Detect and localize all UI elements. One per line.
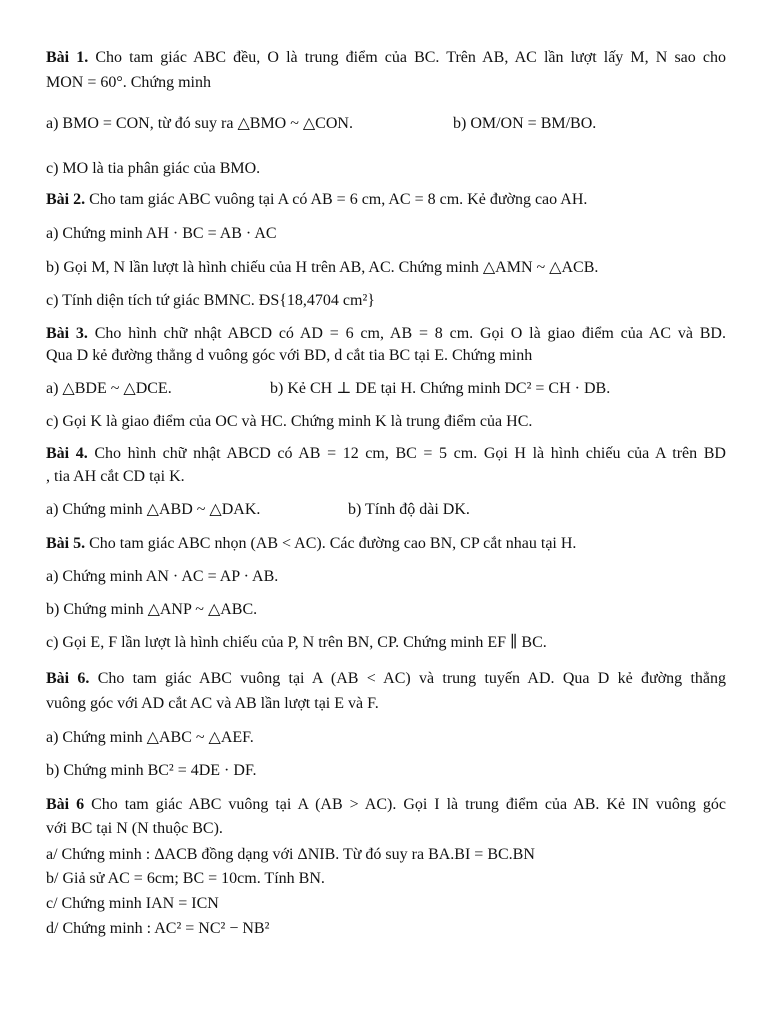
bai6b-statement: Bài 6 Cho tam giác ABC vuông tại A (AB > AC). Gọi I là trung điểm của AB. Kẻ IN vuông góc — [46, 796, 726, 813]
bai3-part-c: c) Gọi K là giao điểm của OC và HC. Chứng minh K là trung điểm của HC. — [46, 413, 533, 430]
bai6b-part-d: d/ Chứng minh : AC² = NC² − NB² — [46, 920, 270, 937]
exercise-number: Bài 6 — [46, 796, 85, 813]
bai4-part-a: a) Chứng minh △ABD ~ △DAK. — [46, 501, 261, 518]
bai6b-statement-cont: với BC tại N (N thuộc BC). — [46, 820, 223, 837]
bai4-part-b: b) Tính độ dài DK. — [348, 501, 470, 518]
bai6b-part-c: c/ Chứng minh IAN = ICN — [46, 895, 219, 912]
exercise-number: Bài 6. — [46, 670, 90, 687]
exercise-number: Bài 4. — [46, 445, 88, 462]
bai1-part-a: a) BMO = CON, từ đó suy ra △BMO ~ △CON. — [46, 115, 353, 132]
bai2-part-b: b) Gọi M, N lần lượt là hình chiếu của H trên AB, AC. Chứng minh △AMN ~ △ACB. — [46, 259, 599, 276]
bai6-part-b: b) Chứng minh BC² = 4DE · DF. — [46, 762, 257, 779]
bai6b-part-b: b/ Giả sử AC = 6cm; BC = 10cm. Tính BN. — [46, 870, 325, 887]
exercise-number: Bài 5. — [46, 535, 86, 552]
bai6-part-a: a) Chứng minh △ABC ~ △AEF. — [46, 729, 254, 746]
bai5-part-b: b) Chứng minh △ANP ~ △ABC. — [46, 601, 258, 618]
bai1-statement: Bài 1. Cho tam giác ABC đều, O là trung điểm của BC. Trên AB, AC lần lượt lấy M, N sao cho — [46, 49, 726, 66]
bai1-part-b: b) OM/ON = BM/BO. — [453, 115, 597, 132]
exercise-number: Bài 1. — [46, 49, 89, 66]
bai5-statement: Bài 5. Cho tam giác ABC nhọn (AB < AC). Các đường cao BN, CP cắt nhau tại H. — [46, 535, 577, 552]
bai2-part-c: c) Tính diện tích tứ giác BMNC. ĐS{18,4704 cm²} — [46, 292, 375, 309]
exercise-number: Bài 3. — [46, 325, 88, 342]
bai2-part-a: a) Chứng minh AH · BC = AB · AC — [46, 225, 277, 242]
bai5-part-c: c) Gọi E, F lần lượt là hình chiếu của P, N trên BN, CP. Chứng minh EF ∥ BC. — [46, 634, 547, 651]
bai6b-part-a: a/ Chứng minh : ΔACB đồng dạng với ΔNIB. Từ đó suy ra BA.BI = BC.BN — [46, 846, 535, 863]
bai4-statement-cont: , tia AH cắt CD tại K. — [46, 468, 185, 485]
bai1-statement-cont: MON = 60°. Chứng minh — [46, 74, 211, 91]
bai4-statement: Bài 4. Cho hình chữ nhật ABCD có AB = 12 cm, BC = 5 cm. Gọi H là hình chiếu của A trên BD — [46, 445, 726, 462]
exercise-number: Bài 2. — [46, 191, 86, 208]
bai2-statement: Bài 2. Cho tam giác ABC vuông tại A có AB = 6 cm, AC = 8 cm. Kẻ đường cao AH. — [46, 191, 588, 208]
bai3-part-a: a) △BDE ~ △DCE. — [46, 380, 172, 397]
bai3-statement-cont: Qua D kẻ đường thẳng d vuông góc với BD, d cắt tia BC tại E. Chứng minh — [46, 347, 533, 364]
bai5-part-a: a) Chứng minh AN · AC = AP · AB. — [46, 568, 279, 585]
bai3-part-b: b) Kẻ CH ⊥ DE tại H. Chứng minh DC² = CH · DB. — [270, 380, 611, 397]
bai6-statement: Bài 6. Cho tam giác ABC vuông tại A (AB < AC) và trung tuyến AD. Qua D kẻ đường thẳng — [46, 670, 727, 687]
bai3-statement: Bài 3. Cho hình chữ nhật ABCD có AD = 6 cm, AB = 8 cm. Gọi O là giao điểm của AC và BD. — [46, 325, 726, 342]
bai6-statement-cont: vuông góc với AD cắt AC và AB lần lượt tại E và F. — [46, 695, 379, 712]
bai1-part-c: c) MO là tia phân giác của BMO. — [46, 160, 261, 177]
